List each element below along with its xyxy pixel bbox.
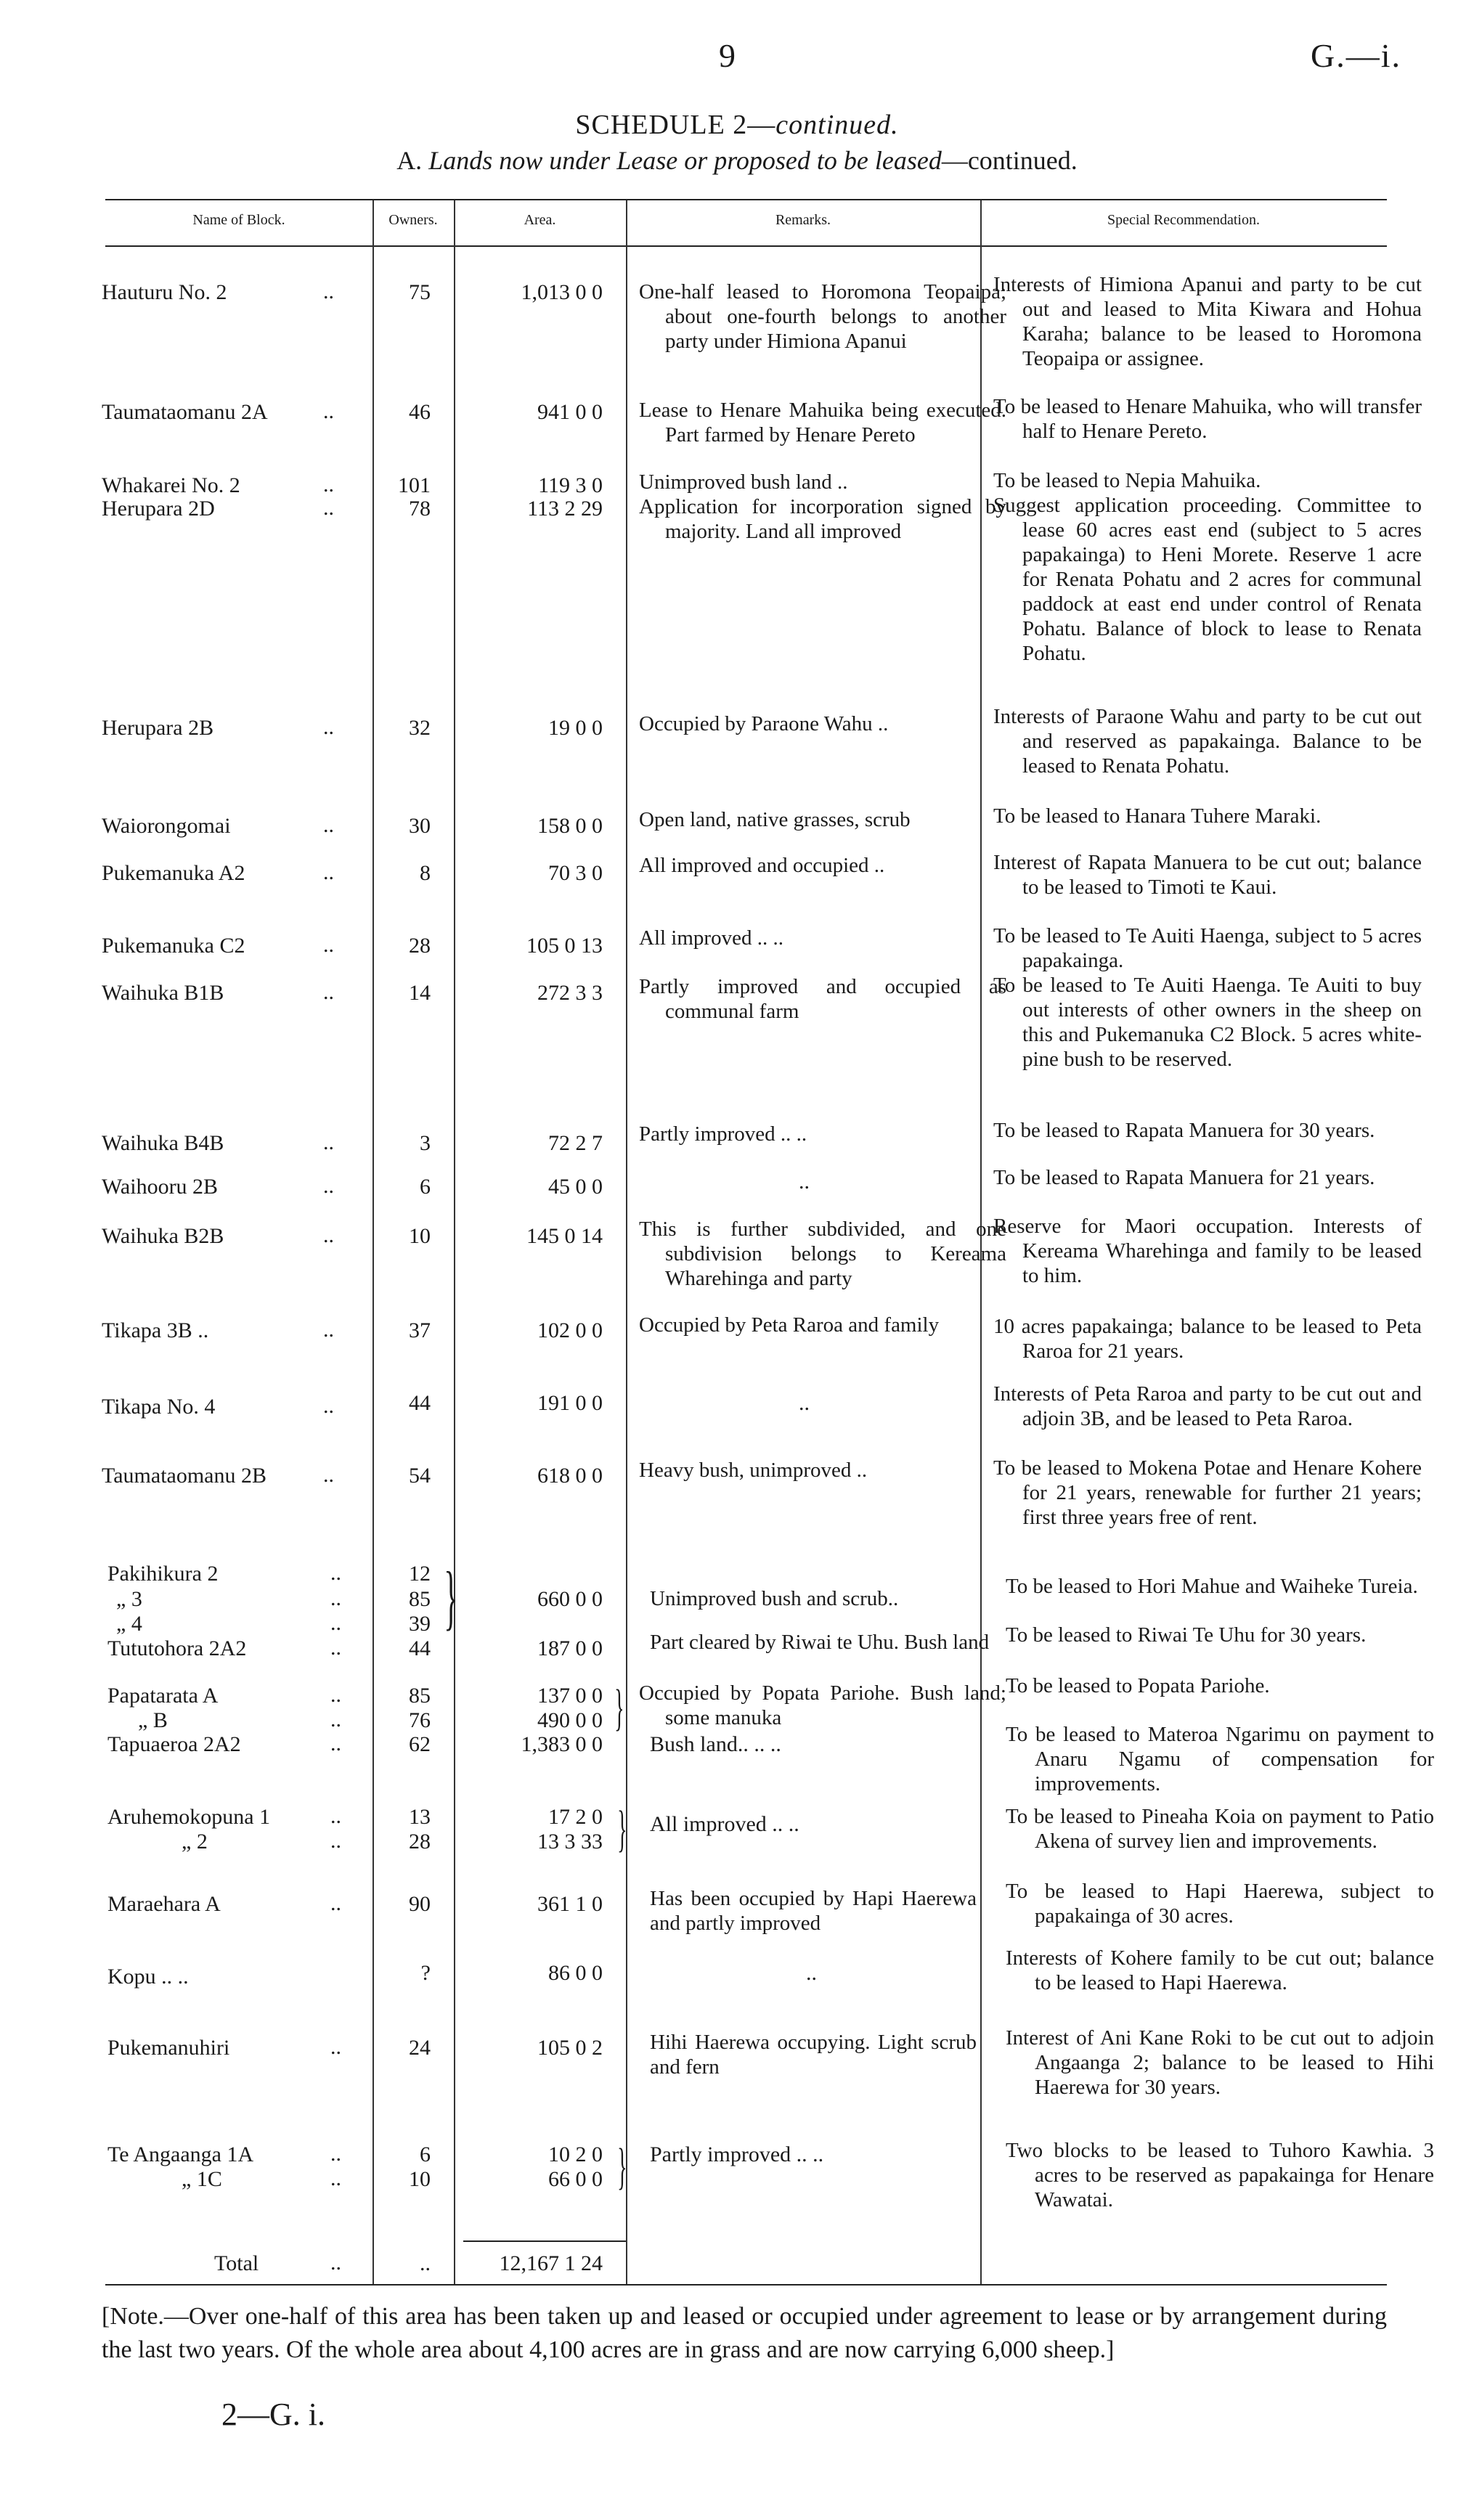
- owners-count: 6: [420, 1175, 431, 1199]
- area-value: 45 0 0: [548, 1175, 603, 1199]
- special-recommendation: Interest of Ani Kane Roki to be cut out to adjoin Angaanga 2; balance to be leased to Hihi Haerewa for 30 years.: [1006, 2026, 1434, 2099]
- special-recommendation: To be leased to Hanara Tuhere Maraki.: [993, 804, 1322, 828]
- group-brace: }: [614, 1680, 624, 1736]
- area-value: 158 0 0: [537, 814, 603, 838]
- owners-count: 10: [409, 2167, 431, 2191]
- block-name: Maraehara A: [107, 1892, 221, 1916]
- area-value: 490 0 0: [537, 1708, 603, 1732]
- block-name: Pakihikura 2: [107, 1562, 219, 1586]
- leader-dots: ..: [323, 1463, 334, 1487]
- remarks-text: Open land, native grasses, scrub: [639, 808, 911, 831]
- leader-dots: ..: [330, 1561, 341, 1585]
- block-name: Waihuka B2B: [102, 1224, 224, 1248]
- leader-dots: ..: [323, 1174, 334, 1198]
- block-name: „ 4: [116, 1612, 142, 1636]
- remarks-text: Occupied by Popata Pariohe. Bush land; some manuka: [639, 1681, 1006, 1729]
- leader-dots: ..: [330, 1804, 341, 1828]
- special-recommendation: To be leased to Rapata Manuera for 30 years.: [993, 1119, 1375, 1142]
- subtitle-suffix: —continued.: [941, 146, 1078, 175]
- area-value: 137 0 0: [537, 1684, 603, 1708]
- remarks-text: All improved and occupied ..: [639, 854, 885, 877]
- special-recommendation: Suggest application proceeding. Committee to lease 60 acres east end (subject to 5 acres papakainga) to Heni Morete. Reserve 1 acre for Renata Pohatu and 2 acres for communal paddock at east end under control of Renata Pohatu. Balance of block to lease to Renata Pohatu.: [993, 494, 1422, 665]
- owners-count: 28: [409, 934, 431, 958]
- remarks-text: All improved .. ..: [639, 926, 783, 950]
- special-recommendation: To be leased to Te Auiti Haenga, subject to 5 acres papakainga.: [993, 924, 1422, 972]
- group-brace: }: [617, 1801, 627, 1857]
- block-name: Aruhemokopuna 1: [107, 1805, 271, 1829]
- leader-dots: ..: [323, 980, 334, 1004]
- leader-dots: ..: [323, 1223, 334, 1247]
- area-value: 1,013 0 0: [521, 280, 603, 304]
- special-recommendation: To be leased to Popata Pariohe.: [1006, 1674, 1270, 1697]
- leader-dots: ..: [323, 473, 334, 497]
- special-recommendation: Interests of Kohere family to be cut out; balance to be leased to Hapi Haerewa.: [1006, 1946, 1434, 1994]
- block-name: Herupara 2B: [102, 716, 214, 740]
- leader-dots: ..: [323, 1394, 334, 1418]
- schedule-title-main: SCHEDULE 2—: [575, 110, 776, 140]
- leader-dots: ..: [323, 1130, 334, 1154]
- block-name: Te Angaanga 1A: [107, 2142, 254, 2166]
- owners-count: 24: [409, 2036, 431, 2060]
- area-value: 145 0 14: [526, 1224, 603, 1248]
- table-top-rule: [105, 199, 1387, 200]
- owners-count: 62: [409, 1732, 431, 1756]
- owners-count: 85: [409, 1684, 431, 1708]
- area-value: 70 3 0: [548, 861, 603, 885]
- leader-dots: ..: [330, 1636, 341, 1660]
- owners-count: 85: [409, 1587, 431, 1611]
- sheet-reference: G.—i.: [1311, 37, 1401, 74]
- block-name: Pukemanuka C2: [102, 934, 245, 958]
- owners-count: 76: [409, 1708, 431, 1732]
- block-name: Whakarei No. 2: [102, 473, 240, 497]
- leader-dots: ..: [323, 496, 334, 520]
- column-divider: [454, 200, 455, 2284]
- leader-dots: ..: [330, 1611, 341, 1635]
- table-bottom-rule: [105, 2284, 1387, 2285]
- area-value: 102 0 0: [537, 1318, 603, 1342]
- special-recommendation: Two blocks to be leased to Tuhoro Kawhia. 3 acres to be reserved as papakainga for Henare Wawatai.: [1006, 2139, 1434, 2211]
- owners-count: 39: [409, 1612, 431, 1636]
- subtitle-prefix: A.: [396, 146, 429, 175]
- area-value: 618 0 0: [537, 1464, 603, 1488]
- leader-dots: ..: [323, 1318, 334, 1342]
- group-brace: }: [444, 1557, 458, 1637]
- special-recommendation: To be leased to Riwai Te Uhu for 30 years.: [1006, 1623, 1367, 1647]
- area-value: 119 3 0: [538, 473, 603, 497]
- area-value: 66 0 0: [548, 2167, 603, 2191]
- area-value: 105 0 13: [526, 934, 603, 958]
- schedule-subtitle: [0, 145, 1474, 176]
- remarks-text: All improved .. ..: [650, 1812, 799, 1836]
- leader-dots: ..: [330, 2035, 341, 2059]
- area-value: 72 2 7: [548, 1131, 603, 1155]
- page-number: 9: [719, 37, 736, 74]
- area-value: 191 0 0: [537, 1391, 603, 1415]
- remarks-text: One-half leased to Horomona Teopaipa; about one-fourth belongs to another party under Himiona Apanui: [639, 280, 1006, 353]
- owners-count: 90: [409, 1892, 431, 1916]
- leader-dots: ..: [330, 1586, 341, 1610]
- special-recommendation: To be leased to Materoa Ngarimu on payment to Anaru Ngamu of compensation for improvements.: [1006, 1723, 1434, 1795]
- remarks-text: Partly improved and occupied as communal farm: [639, 975, 1006, 1023]
- header-bottom-rule: [105, 245, 1387, 247]
- group-brace: }: [617, 2139, 627, 2195]
- block-name: Taumataomanu 2A: [102, 400, 268, 424]
- owners-count: 37: [409, 1318, 431, 1342]
- owners-count: 8: [420, 861, 431, 885]
- owners-count: ?: [420, 1961, 431, 1985]
- subtitle-italic: Lands now under Lease or proposed to be leased: [428, 146, 942, 175]
- block-name: Papatarata A: [107, 1684, 219, 1708]
- block-name: „ 3: [116, 1587, 142, 1611]
- owners-count: 13: [409, 1805, 431, 1829]
- owners-count: 30: [409, 814, 431, 838]
- area-value: 105 0 2: [537, 2036, 603, 2060]
- block-name: Tututohora 2A2: [107, 1636, 247, 1660]
- special-recommendation: Reserve for Maori occupation. Interests of Kereama Wharehinga and family to be leased to him.: [993, 1215, 1422, 1287]
- special-recommendation: To be leased to Rapata Manuera for 21 years.: [993, 1166, 1375, 1189]
- leader-dots: ..: [323, 933, 334, 957]
- leader-dots: ..: [330, 2251, 341, 2275]
- total-label: Total: [214, 2251, 259, 2275]
- remarks-text: Has been occupied by Hapi Haerewa and partly improved: [650, 1887, 977, 1935]
- special-recommendation: To be leased to Henare Mahuika, who will transfer half to Henare Pereto.: [993, 395, 1422, 443]
- block-name: Hauturu No. 2: [102, 280, 227, 304]
- owners-count: 78: [409, 497, 431, 521]
- special-recommendation: Interest of Rapata Manuera to be cut out; balance to be leased to Timoti te Kaui.: [993, 851, 1422, 899]
- block-name: Kopu .. ..: [107, 1965, 189, 1989]
- remarks-text: ..: [806, 1961, 817, 1985]
- leader-dots: ..: [323, 399, 334, 423]
- block-name: Taumataomanu 2B: [102, 1464, 267, 1488]
- owners-count: 44: [409, 1636, 431, 1660]
- owners-count: 28: [409, 1830, 431, 1854]
- total-owners: ..: [420, 2251, 431, 2275]
- leader-dots: ..: [323, 280, 334, 303]
- special-recommendation: Interests of Paraone Wahu and party to be cut out and reserved as papakainga. Balance to be leased to Renata Pohatu.: [993, 705, 1422, 778]
- leader-dots: ..: [323, 715, 334, 739]
- remarks-text: Occupied by Paraone Wahu ..: [639, 712, 889, 735]
- block-name: Waihuka B1B: [102, 981, 224, 1005]
- header-remarks: Remarks.: [775, 212, 831, 228]
- schedule-title: [0, 109, 1474, 141]
- area-value: 113 2 29: [527, 497, 603, 521]
- block-name: Tikapa No. 4: [102, 1395, 216, 1419]
- area-value: 187 0 0: [537, 1636, 603, 1660]
- special-recommendation: To be leased to Hori Mahue and Waiheke Tureia.: [1006, 1575, 1418, 1598]
- remarks-text: Part cleared by Riwai te Uhu. Bush land: [650, 1631, 990, 1654]
- remarks-text: Partly improved .. ..: [639, 1122, 807, 1146]
- owners-count: 12: [409, 1562, 431, 1586]
- area-value: 361 1 0: [537, 1892, 603, 1916]
- leader-dots: ..: [330, 1732, 341, 1756]
- owners-count: 32: [409, 716, 431, 740]
- leader-dots: ..: [330, 2142, 341, 2166]
- owners-count: 3: [420, 1131, 431, 1155]
- area-value: 17 2 0: [548, 1805, 603, 1829]
- area-value: 13 3 33: [537, 1830, 603, 1854]
- area-value: 660 0 0: [537, 1587, 603, 1611]
- owners-count: 54: [409, 1464, 431, 1488]
- special-recommendation: To be leased to Te Auiti Haenga. Te Auiti to buy out interests of other owners in the sheep on this and Pukemanuka C2 Block. 5 acres white-pine bush to be reserved.: [993, 974, 1422, 1071]
- owners-count: 6: [420, 2142, 431, 2166]
- area-value: 86 0 0: [548, 1961, 603, 1985]
- owners-count: 44: [409, 1391, 431, 1415]
- special-recommendation: To be leased to Nepia Mahuika.: [993, 469, 1261, 492]
- special-recommendation: Interests of Himiona Apanui and party to be cut out and leased to Mita Kiwara and Hohua Karaha; balance to be leased to Horomona Teopaipa or assignee.: [993, 273, 1422, 370]
- remarks-text: Bush land.. .. ..: [650, 1732, 781, 1756]
- remarks-text: Hihi Haerewa occupying. Light scrub and fern: [650, 2031, 977, 2079]
- block-name: Pukemanuhiri: [107, 2036, 230, 2060]
- remarks-text: Heavy bush, unimproved ..: [639, 1459, 868, 1482]
- remarks-text: Partly improved .. ..: [650, 2142, 824, 2166]
- remarks-text: ..: [799, 1170, 810, 1194]
- owners-count: 10: [409, 1224, 431, 1248]
- block-name: Tapuaeroa 2A2: [107, 1732, 241, 1756]
- leader-dots: ..: [323, 813, 334, 837]
- header-name-of-block: Name of Block.: [192, 212, 285, 228]
- area-value: 272 3 3: [537, 981, 603, 1005]
- leader-dots: ..: [330, 1708, 341, 1732]
- leader-dots: ..: [330, 1683, 341, 1707]
- block-name: „ B: [138, 1708, 168, 1732]
- header-area: Area.: [524, 212, 556, 228]
- schedule-title-continued: continued.: [775, 110, 899, 140]
- owners-count: 75: [409, 280, 431, 304]
- remarks-text: Application for incorporation signed by majority. Land all improved: [639, 495, 1006, 543]
- remarks-text: Unimproved bush land ..: [639, 470, 848, 494]
- owners-count: 46: [409, 400, 431, 424]
- leader-dots: ..: [330, 1829, 341, 1853]
- area-value: 1,383 0 0: [521, 1732, 603, 1756]
- header-special-recommendation: Special Recommendation.: [1107, 212, 1260, 228]
- remarks-text: This is further subdivided, and one subdivision belongs to Kereama Wharehinga and party: [639, 1218, 1006, 1290]
- column-divider: [626, 200, 627, 2284]
- header-owners: Owners.: [388, 212, 438, 228]
- total-area: 12,167 1 24: [499, 2251, 603, 2275]
- block-name: Herupara 2D: [102, 497, 215, 521]
- block-name: „ 2: [182, 1830, 208, 1854]
- remarks-text: Unimproved bush and scrub..: [650, 1587, 899, 1610]
- block-name: Pukemanuka A2: [102, 861, 245, 885]
- remarks-text: ..: [799, 1391, 810, 1415]
- special-recommendation: Interests of Peta Raroa and party to be cut out and adjoin 3B, and be leased to Peta Raroa.: [993, 1382, 1422, 1430]
- block-name: Waiorongomai: [102, 814, 231, 838]
- special-recommendation: To be leased to Mokena Potae and Henare Kohere for 21 years, renewable for further 21 years; first three years free of rent.: [993, 1456, 1422, 1529]
- leader-dots: ..: [330, 1891, 341, 1915]
- block-name: Waihooru 2B: [102, 1175, 219, 1199]
- leader-dots: ..: [323, 860, 334, 884]
- block-name: Waihuka B4B: [102, 1131, 224, 1155]
- footer-reference: 2—G. i.: [221, 2397, 325, 2432]
- total-area-rule: [463, 2240, 626, 2242]
- footnote: [Note.—Over one-half of this area has been taken up and leased or occupied under agreement to lease or by arrangement during the last two years. Of the whole area about 4,100 acres are in grass and are now carrying 6,000 sheep.]: [102, 2303, 1387, 2363]
- owners-count: 14: [409, 981, 431, 1005]
- special-recommendation: 10 acres papakainga; balance to be leased to Peta Raroa for 21 years.: [993, 1315, 1422, 1363]
- special-recommendation: To be leased to Pineaha Koia on payment to Patio Akena of survey lien and improvements.: [1006, 1805, 1434, 1853]
- area-value: 19 0 0: [548, 716, 603, 740]
- special-recommendation: To be leased to Hapi Haerewa, subject to papakainga of 30 acres.: [1006, 1880, 1434, 1928]
- owners-count: 101: [398, 473, 431, 497]
- area-value: 941 0 0: [537, 400, 603, 424]
- block-name: „ 1C: [182, 2167, 222, 2191]
- leader-dots: ..: [330, 2166, 341, 2190]
- remarks-text: Lease to Henare Mahuika being executed. Part farmed by Henare Pereto: [639, 399, 1006, 446]
- remarks-text: Occupied by Peta Raroa and family: [639, 1313, 940, 1337]
- area-value: 10 2 0: [548, 2142, 603, 2166]
- block-name: Tikapa 3B ..: [102, 1318, 209, 1342]
